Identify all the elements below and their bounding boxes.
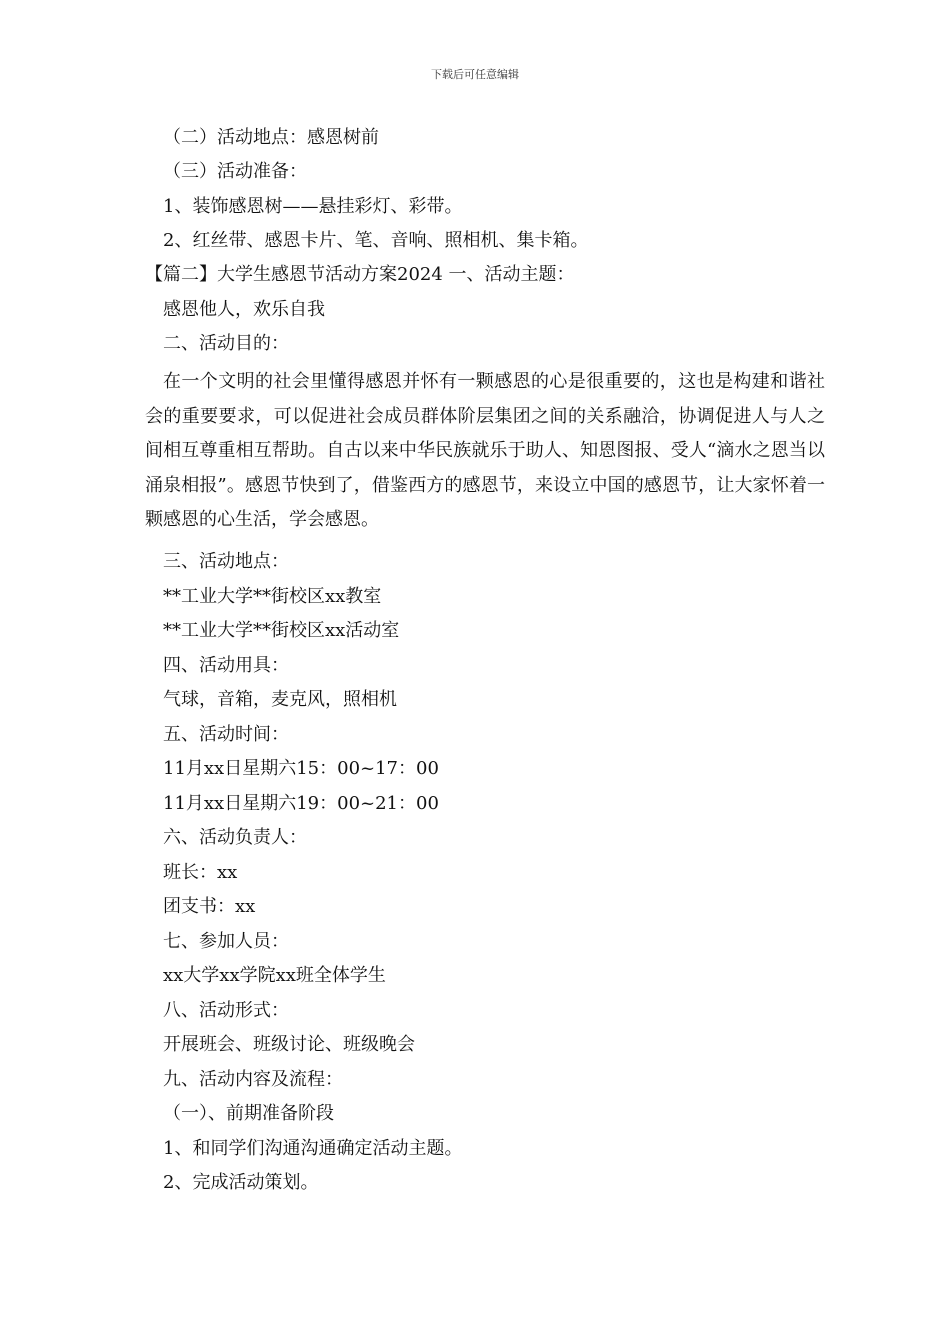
page-header-note: 下载后可任意编辑 [431,68,519,81]
text-line: 九、活动内容及流程： [163,1069,343,1090]
purpose-paragraph: 在一个文明的社会里懂得感恩并怀有一颗感恩的心是很重要的，这也是构建和谐社会的重要要求，可以促进社会成员群体阶层集团之间的关系融洽，协调促进人与人之间相互尊重相互帮助。自古以来中华民族就乐于助人、知恩图报、受人“滴水之恩当以涌泉相报”。感恩节快到了，借鉴西方的感恩节，来设立中国的感恩节，让大家怀着一颗感恩的心生活，学会感恩。 [145,371,825,530]
text-line: 四、活动用具： [163,655,289,676]
text-line: 气球，音箱，麦克风，照相机 [163,689,397,710]
text-line: 感恩他人，欢乐自我 [163,299,325,320]
text-line: 11月xx日星期六15：00~17：00 [163,758,439,779]
text-line: 七、参加人员： [163,931,289,952]
text-line: 开展班会、班级讨论、班级晚会 [163,1034,415,1055]
text-line: 团支书：xx [163,896,256,917]
text-line: （二）活动地点：感恩树前 [163,127,379,148]
text-line: （三）活动准备： [163,161,307,182]
text-line: **工业大学**街校区xx活动室 [163,620,400,641]
text-line: 11月xx日星期六19：00~21：00 [163,793,439,814]
text-line: **工业大学**街校区xx教室 [163,586,382,607]
text-line: 八、活动形式： [163,1000,289,1021]
text-line: 2、完成活动策划。 [163,1172,319,1193]
section-heading-line: 【篇二】大学生感恩节活动方案2024 一、活动主题： [145,264,575,285]
text-line: xx大学xx学院xx班全体学生 [163,965,386,986]
text-line: 1、和同学们沟通沟通确定活动主题。 [163,1138,463,1159]
text-line: 2、红丝带、感恩卡片、笔、音响、照相机、集卡箱。 [163,230,589,251]
text-line: 六、活动负责人： [163,827,307,848]
text-line: 三、活动地点： [163,551,289,572]
text-line: （一）、前期准备阶段 [163,1103,334,1124]
text-line: 五、活动时间： [163,724,289,745]
text-line: 1、装饰感恩树——悬挂彩灯、彩带。 [163,196,463,217]
text-line: 二、活动目的： [163,333,289,354]
text-line: 班长：xx [163,862,238,883]
